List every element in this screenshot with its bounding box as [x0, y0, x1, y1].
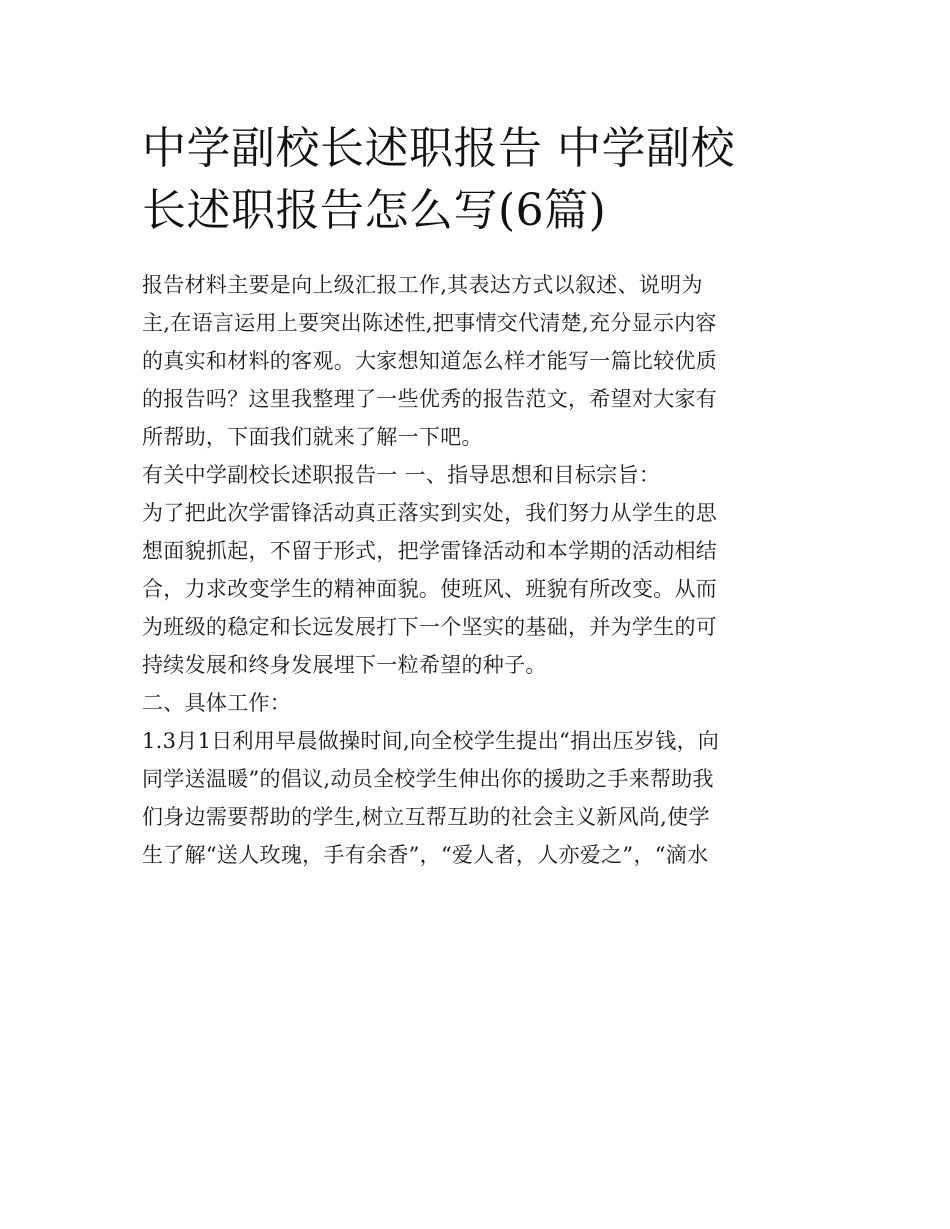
work-heading: [142, 684, 814, 722]
work-line: 们身边需要帮助的学生,树立互帮互助的社会主义新风尚,使学: [142, 805, 710, 829]
section-heading: [142, 456, 814, 494]
title-line-1: 中学副校长述职报告 中学副校: [142, 123, 735, 174]
section-heading-text: 有关中学副校长述职报告一 一、指导思想和目标宗旨：: [142, 463, 661, 487]
document-body: [142, 266, 814, 874]
intro-line: 主,在语言运用上要突出陈述性,把事情交代清楚,充分显示内容: [142, 311, 717, 335]
intro-paragraph: [142, 266, 814, 456]
intro-line: 的报告吗？这里我整理了一些优秀的报告范文，希望对大家有: [142, 387, 718, 411]
work-heading-text: 二、具体工作：: [142, 691, 292, 715]
work-paragraph: [142, 722, 814, 874]
guiding-line: 为了把此次学雷锋活动真正落实到实处，我们努力从学生的思: [142, 501, 718, 525]
document-title: [142, 118, 814, 242]
work-line: 1.3月1日利用早晨做操时间,向全校学生提出“捐出压岁钱，向: [142, 729, 720, 753]
guiding-line: 合，力求改变学生的精神面貌。使班风、班貌有所改变。从而: [142, 577, 718, 601]
title-line-2: 长述职报告怎么写(6篇): [142, 185, 607, 236]
work-line: 同学送温暖”的倡议,动员全校学生伸出你的援助之手来帮助我: [142, 767, 714, 791]
document-page: [142, 118, 814, 874]
work-line: 生了解“送人玫瑰，手有余香”，“爱人者，人亦爱之”，“滴水: [142, 843, 709, 867]
guiding-paragraph: [142, 494, 814, 684]
intro-line: 的真实和材料的客观。大家想知道怎么样才能写一篇比较优质: [142, 349, 718, 373]
intro-line: 所帮助，下面我们就来了解一下吧。: [142, 425, 483, 449]
intro-line: 报告材料主要是向上级汇报工作,其表达方式以叙述、说明为: [142, 273, 703, 297]
guiding-line: 为班级的稳定和长远发展打下一个坚实的基础，并为学生的可: [142, 615, 718, 639]
guiding-line: 持续发展和终身发展埋下一粒希望的种子。: [142, 653, 547, 677]
guiding-line: 想面貌抓起，不留于形式，把学雷锋活动和本学期的活动相结: [142, 539, 718, 563]
